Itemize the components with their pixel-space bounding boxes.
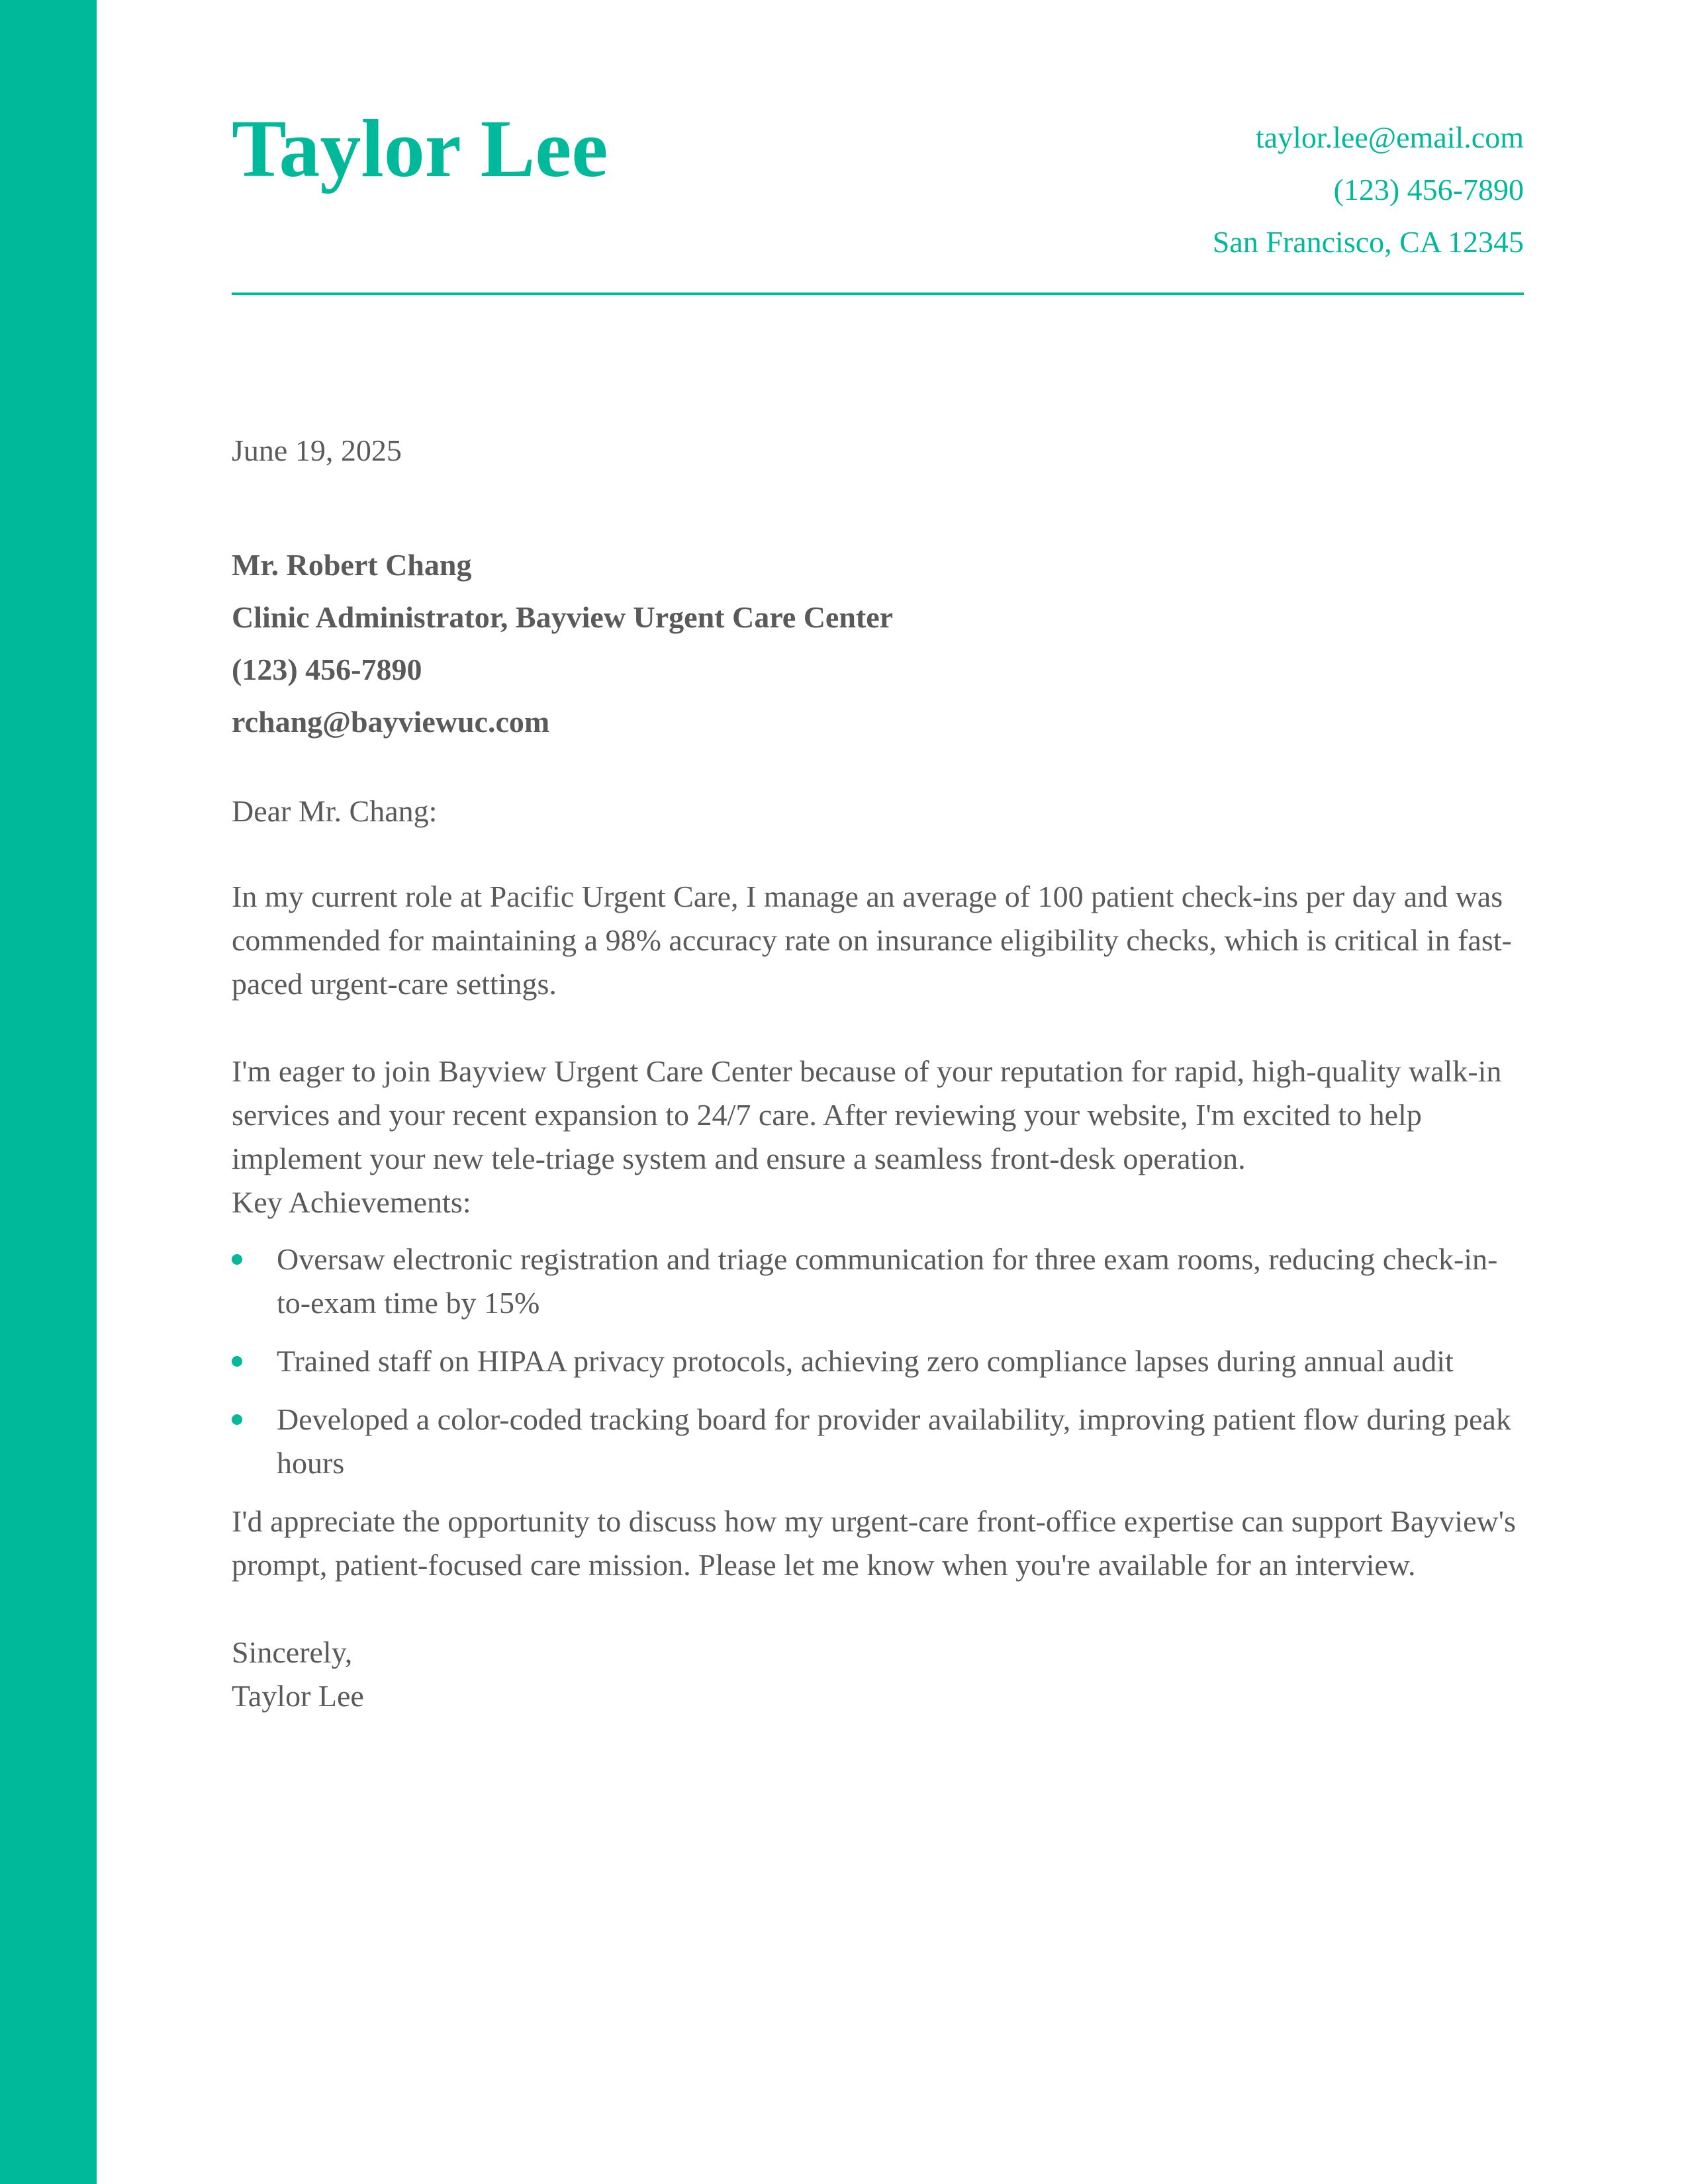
paragraph-closing: I'd appreciate the opportunity to discuss how my urgent-care front-office expertise can support Bayview's prompt, patient-focused care mission. Please let me know when you're available for an interview. (232, 1504, 1516, 1582)
achievements-list (232, 1238, 1524, 1485)
sender-email: taylor.lee@email.com (1255, 120, 1524, 154)
letter-header (232, 99, 1524, 265)
recipient-email: rchang@bayviewuc.com (232, 705, 550, 739)
signature-name: Taylor Lee (232, 1679, 364, 1713)
bullet-icon (232, 1414, 242, 1425)
recipient-name: Mr. Robert Chang (232, 548, 472, 582)
paragraph-motivation: I'm eager to join Bayview Urgent Care Center because of your reputation for rapid, high-quality walk-in services and your recent expansion to 24/7 care. After reviewing your website, I'm excited to help implement your new tele-triage system and ensure a seamless front-desk operation. (232, 1054, 1502, 1175)
list-item (232, 1398, 1524, 1485)
achievements-label: Key Achievements: (232, 1185, 471, 1219)
closing-phrase: Sincerely, (232, 1635, 353, 1669)
recipient-phone: (123) 456-7890 (232, 653, 422, 686)
signature-block (232, 1631, 1524, 1718)
list-item (232, 1340, 1524, 1383)
bullet-icon (232, 1254, 242, 1265)
achievement-text: Oversaw electronic registration and triage communication for three exam rooms, reducing check-in-to-exam time by 15% (277, 1242, 1498, 1320)
letter-date: June 19, 2025 (232, 433, 402, 467)
achievement-text: Developed a color-coded tracking board for provider availability, improving patient flow during peak hours (277, 1402, 1511, 1480)
sender-phone: (123) 456-7890 (1333, 173, 1524, 206)
paragraph-intro: In my current role at Pacific Urgent Care, I manage an average of 100 patient check-ins per day and was commended for maintaining a 98% accuracy rate on insurance eligibility checks, which is critical in fast-paced urgent-care settings. (232, 880, 1512, 1001)
recipient-block (232, 539, 1524, 748)
bullet-icon (232, 1356, 242, 1367)
salutation: Dear Mr. Chang: (232, 794, 438, 828)
sender-location: San Francisco, CA 12345 (1212, 225, 1524, 259)
recipient-title: Clinic Administrator, Bayview Urgent Care Center (232, 600, 894, 634)
letter-page (232, 0, 1524, 2184)
accent-side-bar (0, 0, 97, 2184)
achievement-text: Trained staff on HIPAA privacy protocols, achieving zero compliance lapses during annual audit (277, 1344, 1454, 1378)
letter-body (232, 429, 1524, 1718)
list-item (232, 1238, 1524, 1325)
sender-contact-block (1213, 111, 1524, 268)
header-divider (232, 293, 1524, 295)
sender-name: Taylor Lee (232, 103, 608, 194)
